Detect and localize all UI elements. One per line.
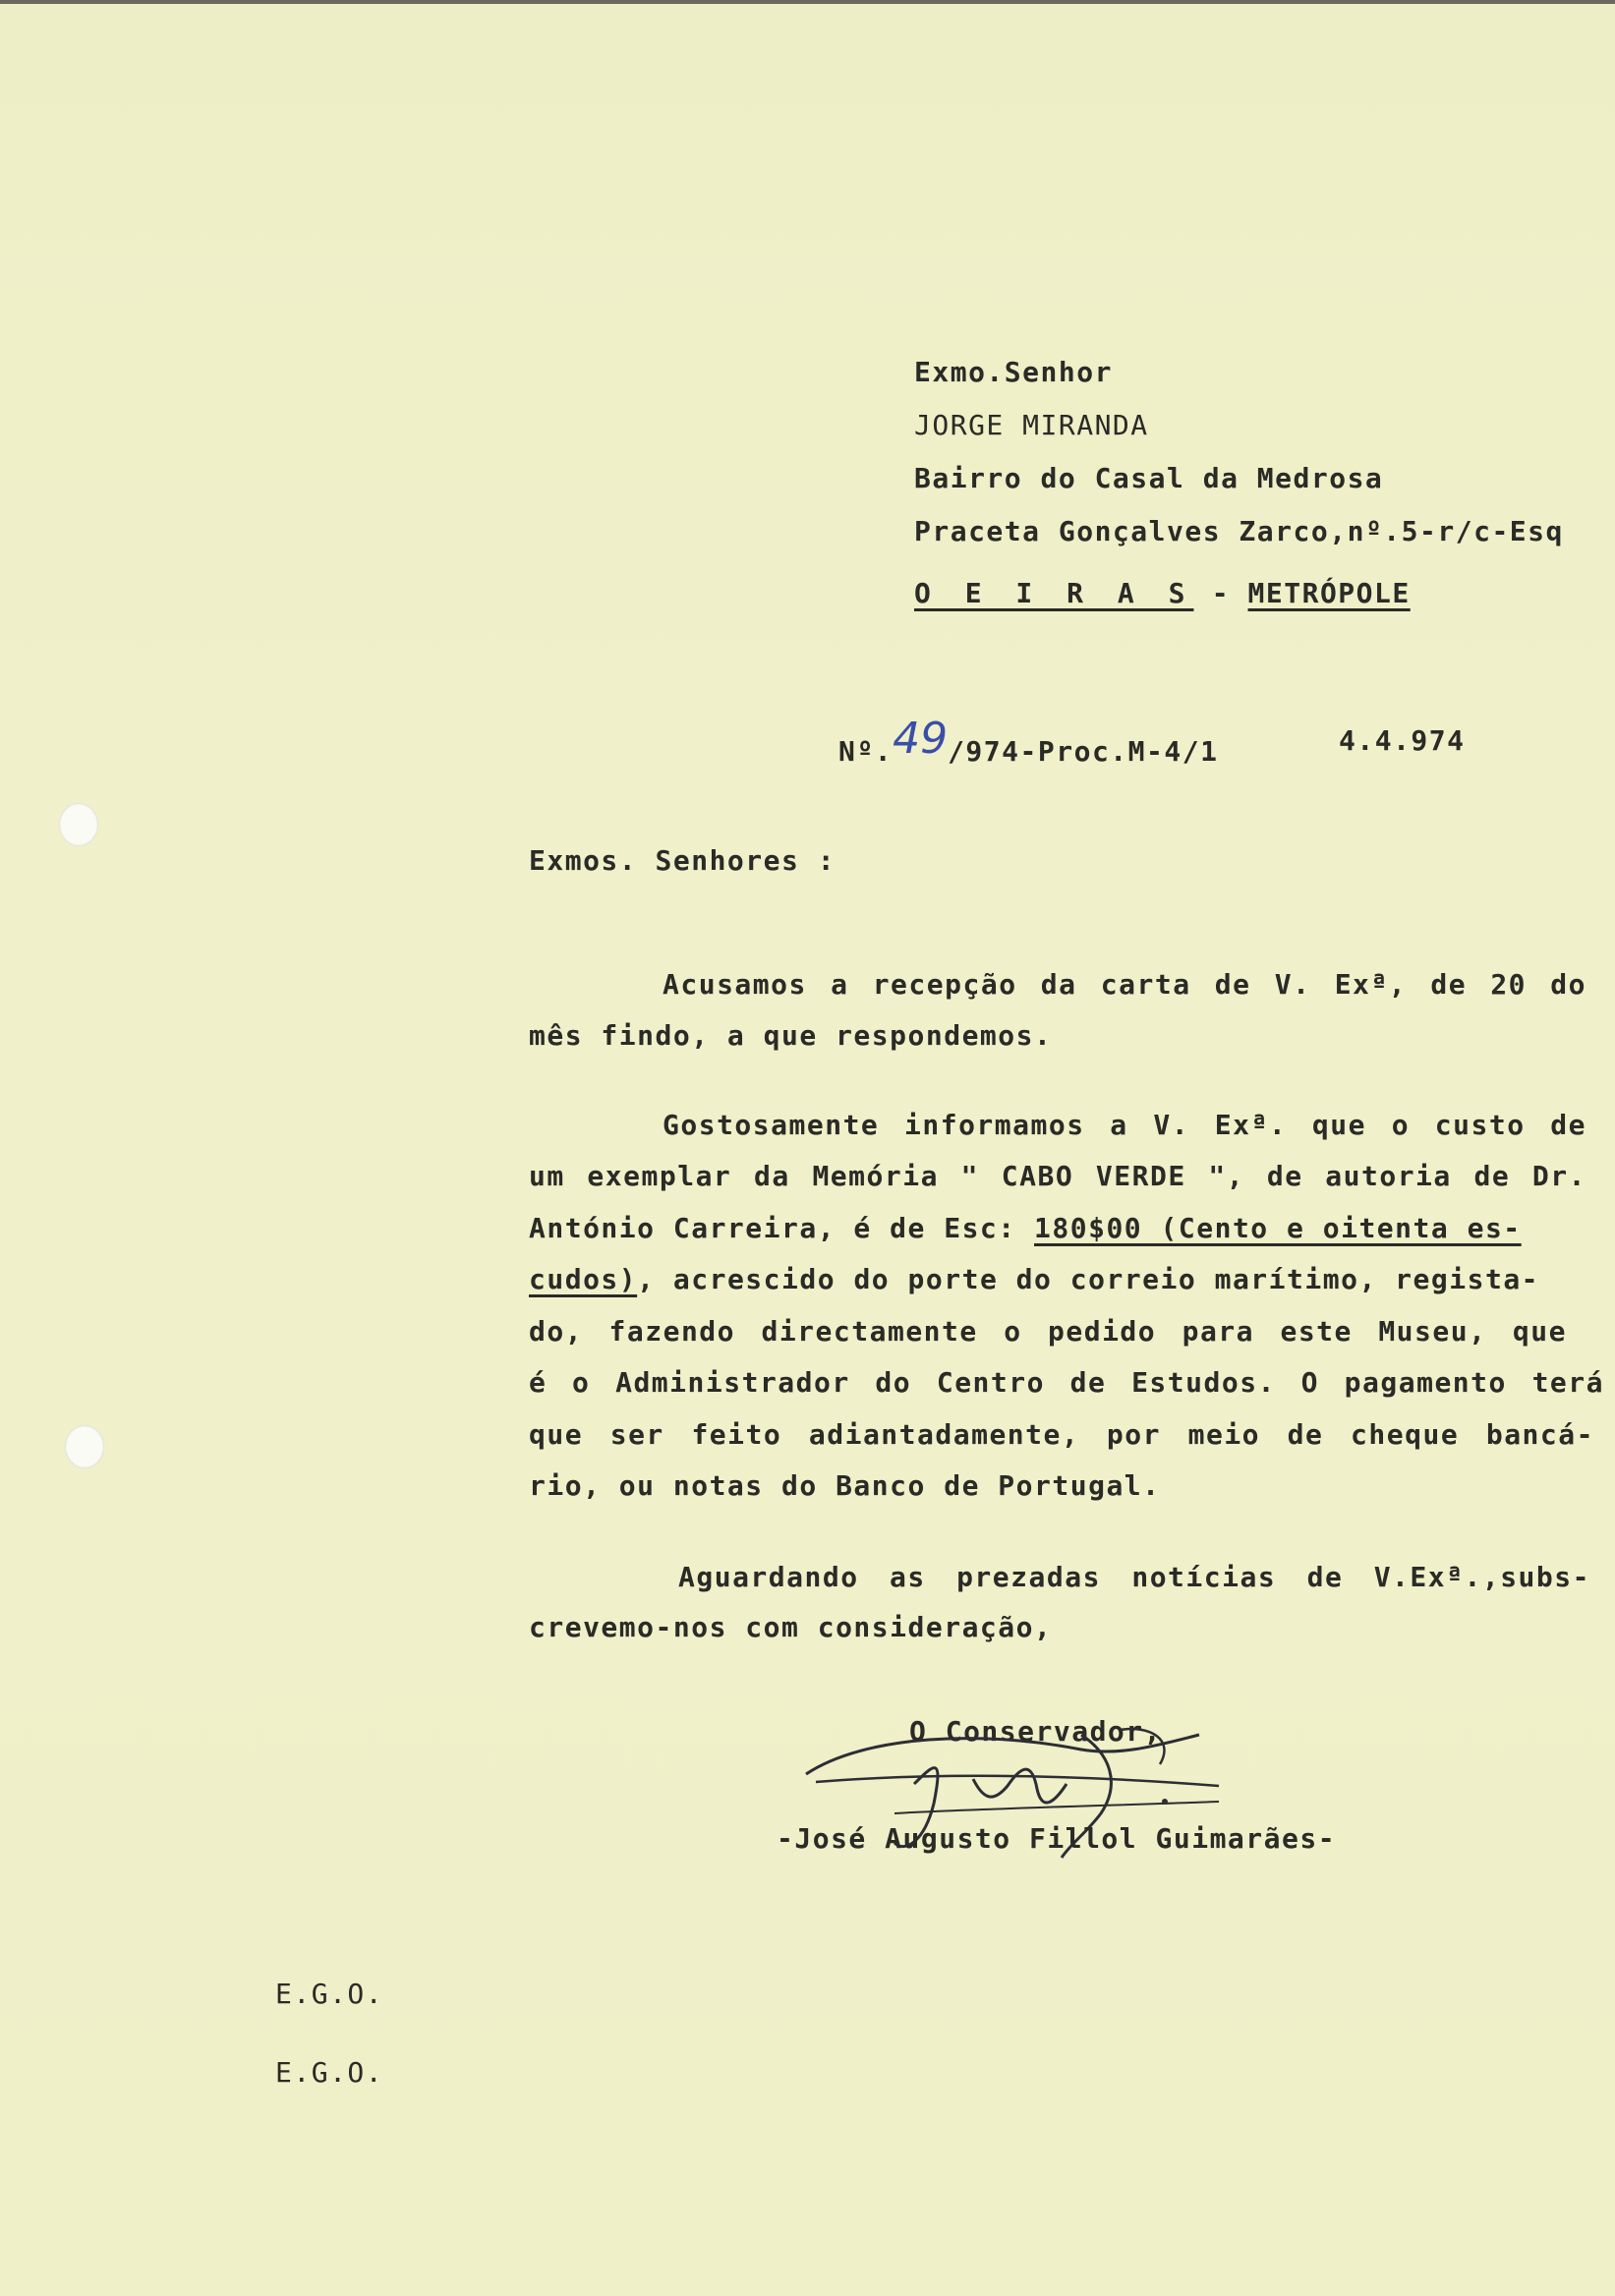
address-city-line: [914, 577, 1411, 609]
paragraph-2-line-4-text: , acrescido do porte do correio marítimo, regista-: [637, 1263, 1540, 1295]
closing-title: O Conservador,: [909, 1715, 1163, 1748]
signatory-name: -José Augusto Fillol Guimarães-: [777, 1822, 1337, 1855]
address-separator: -: [1193, 577, 1248, 609]
price-underlined: 180$00 (Cento e oitenta es-: [1034, 1212, 1522, 1244]
paragraph-2-line-4: [529, 1263, 1604, 1295]
price-underlined-continued: cudos): [529, 1263, 638, 1295]
reference-handwritten-number: 49: [893, 714, 949, 764]
punch-hole-bottom: [65, 1425, 104, 1468]
greeting: Exmos. Senhores :: [529, 844, 836, 877]
reference-line: [838, 714, 1219, 769]
paragraph-1-line-1: Acusamos a recepção da carta de V. Exª, de 20 do: [663, 968, 1586, 1001]
paragraph-2-line-5: do, fazendo directamente o pedido para este Museu, que: [529, 1315, 1567, 1348]
address-region: METRÓPOLE: [1247, 577, 1411, 609]
paragraph-2-line-2: um exemplar da Memória " CABO VERDE ", de autoria de Dr.: [529, 1160, 1586, 1192]
paragraph-2-line-3-text: António Carreira, é de Esc:: [529, 1212, 1035, 1244]
paragraph-2-line-8: rio, ou notas do Banco de Portugal.: [529, 1469, 1161, 1502]
reference-prefix: Nº.: [838, 735, 894, 768]
address-line-2: Praceta Gonçalves Zarco,nº.5-r/c-Esq: [914, 515, 1564, 547]
paragraph-3-line-1: Aguardando as prezadas notícias de V.Exª.,subs-: [678, 1561, 1590, 1593]
punch-hole-top: [59, 803, 98, 846]
address-city: O E I R A S: [914, 577, 1194, 609]
paragraph-2-line-7: que ser feito adiantadamente, por meio de cheque bancá-: [529, 1418, 1594, 1451]
copy-note-2: E.G.O.: [275, 2056, 384, 2089]
paragraph-2-line-3: [529, 1212, 1604, 1244]
address-name: JORGE MIRANDA: [914, 409, 1149, 441]
copy-note-1: E.G.O.: [275, 1978, 384, 2010]
reference-suffix: /974-Proc.M-4/1: [948, 735, 1219, 768]
paragraph-3-line-2: crevemo-nos com consideração,: [529, 1611, 1053, 1643]
address-salutation: Exmo.Senhor: [914, 356, 1113, 388]
paper-top-edge: [0, 0, 1615, 4]
address-line-1: Bairro do Casal da Medrosa: [914, 462, 1384, 494]
paragraph-2-line-6: é o Administrador do Centro de Estudos. O pagamento terá: [529, 1366, 1604, 1399]
reference-date: 4.4.974: [1339, 724, 1466, 757]
paragraph-2-line-1: Gostosamente informamos a V. Exª. que o custo de: [663, 1109, 1586, 1141]
paragraph-1-line-2: mês findo, a que respondemos.: [529, 1019, 1053, 1052]
